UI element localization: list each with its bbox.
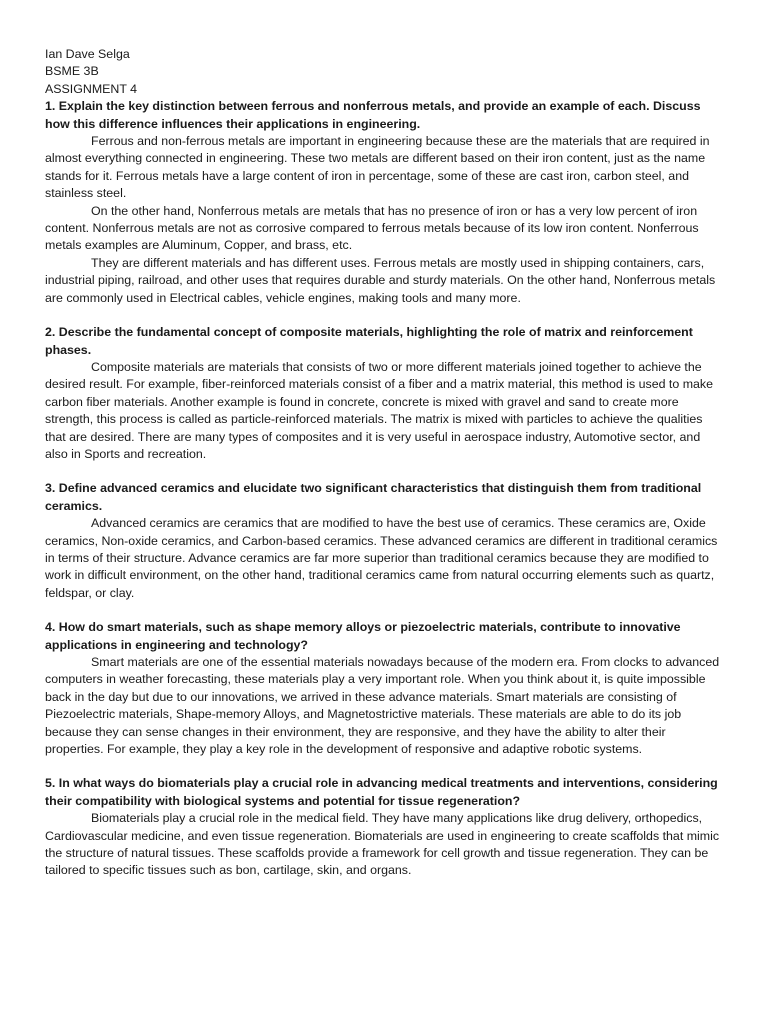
student-section: BSME 3B	[45, 64, 99, 79]
answer-paragraph: Biomaterials play a crucial role in the medical field. They have many applications like drug delivery, orthopedics, Cardiovascular medicine, and even tissue regeneration. Biomaterials are used in engineering to create scaffolds that mimic the structure of natural tissues. These scaffolds provide a framework for cell growth and tissue regeneration. They can be tailored to specific tissues such as bon, cartilage, skin, and organs.	[45, 811, 720, 878]
answer-paragraph: Smart materials are one of the essential materials nowadays because of the modern era. From clocks to advanced computers in weather forecasting, these materials play a very important role. When you think about it, is quite impossible back in the day but due to our innovations, we arrived in these advance materials. Smart materials are consisting of Piezoelectric materials, Shape-memory Alloys, and Magnetostrictive materials. These materials are able to do its job because they can sense changes in their environment, they are responsive, and they have the ability to alter their properties. For example, they play a key role in the development of responsive and adaptive robotic systems.	[45, 655, 720, 757]
section-spacer	[45, 758, 724, 775]
question-1-prompt: 1. Explain the key distinction between ferrous and nonferrous metals, and provide an example of each. Discuss how this difference influences their applications in engineering.	[45, 99, 701, 131]
question-2-prompt: 2. Describe the fundamental concept of composite materials, highlighting the role of matrix and reinforcement phases.	[45, 325, 693, 357]
question-4-prompt: 4. How do smart materials, such as shape memory alloys or piezoelectric materials, contribute to innovative applications in engineering and technology?	[45, 620, 681, 652]
question-3-answer	[45, 515, 724, 602]
assignment-title: ASSIGNMENT 4	[45, 81, 138, 96]
answer-paragraph: Composite materials are materials that consists of two or more different materials joined together to achieve the desired result. For example, fiber-reinforced materials consist of a fiber and a matrix material, this method is used to make carbon fiber materials. Another example is found in concrete, concrete is mixed with gravel and sand to create more strength, this process is called as particle-reinforced materials. The matrix is mixed with particles to achieve the qualities that are desired. There are many types of composites and it is very useful in aerospace industry, Automotive sector, and also in Sports and recreation.	[45, 359, 713, 461]
question-4-answer	[45, 654, 724, 758]
answer-paragraph: On the other hand, Nonferrous metals are metals that has no presence of iron or has a very low percent of iron content. Nonferrous metals are not as corrosive compared to ferrous metals because of its low iron content. Nonferrous metals examples are Aluminum, Copper, and brass, etc.	[45, 203, 699, 253]
question-1-answer	[45, 133, 724, 307]
question-5-answer	[45, 810, 724, 880]
section-spacer	[45, 307, 724, 324]
student-name: Ian Dave Selga	[45, 47, 130, 61]
question-5-prompt: 5. In what ways do biomaterials play a crucial role in advancing medical treatments and interventions, considering their compatibility with biological systems and potential for tissue regeneration?	[45, 776, 718, 808]
question-3-prompt: 3. Define advanced ceramics and elucidate two significant characteristics that distinguish them from traditional ceramics.	[45, 481, 702, 513]
question-2-answer	[45, 359, 724, 463]
section-spacer	[45, 463, 724, 480]
answer-paragraph: Ferrous and non-ferrous metals are important in engineering because these are the materials that are required in almost everything connected in engineering. These two metals are different based on their iron content, just as the name stands for it. Ferrous metals have a large content of iron in percentage, some of these are cast iron, carbon steel, and stainless steel.	[45, 134, 710, 201]
section-spacer	[45, 602, 724, 619]
answer-paragraph: Advanced ceramics are ceramics that are modified to have the best use of ceramics. These ceramics are, Oxide ceramics, Non-oxide ceramics, and Carbon-based ceramics. These advanced ceramics are different in traditional ceramics in terms of their structure. Advance ceramics are far more superior than traditional ceramics because they are modified to work in difficult environment, on the other hand, traditional ceramics came from natural occurring elements such as quartz, feldspar, or clay.	[45, 516, 718, 600]
answer-paragraph: They are different materials and has different uses. Ferrous metals are mostly used in shipping containers, cars, industrial piping, railroad, and other uses that requires durable and sturdy materials. On the other hand, Nonferrous metals are commonly used in Electrical cables, vehicle engines, making tools and many more.	[45, 255, 716, 305]
